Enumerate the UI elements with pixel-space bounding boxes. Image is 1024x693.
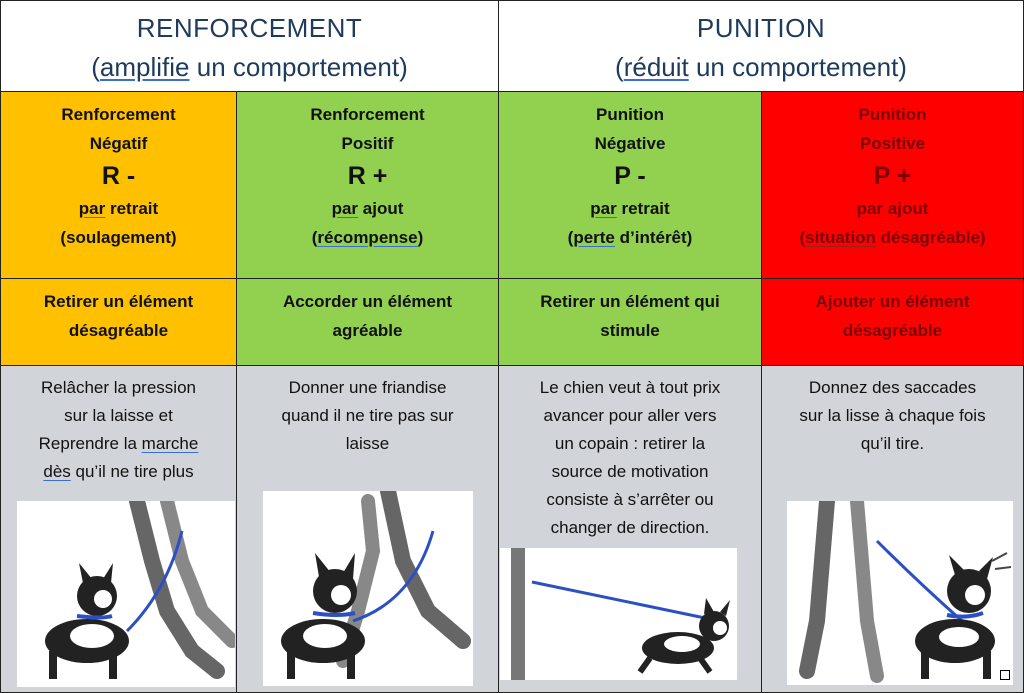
action-cell: Retirer un élément désagréable: [0, 278, 237, 366]
example-cell: Donnez des saccades sur la lisse à chaque fois qu’il tire.: [761, 365, 1024, 693]
type-cell-negative-punishment: Punition Négative P - par retrait (perte d’intérêt): [498, 91, 762, 279]
example-cell: Le chien veut à tout prix avancer pour aller vers un copain : retirer la source de motivation consiste à s’arrêter ou changer de direction.: [498, 365, 762, 693]
action-cell: Ajouter un élément désagréable: [761, 278, 1024, 366]
type-cell-positive-punishment: Punition Positive P + par ajout (situation désagréable): [761, 91, 1024, 279]
action-cell: Accorder un élément agréable: [236, 278, 499, 366]
resize-handle[interactable]: [1000, 670, 1010, 680]
code-label: P +: [873, 162, 912, 190]
header-punishment: [498, 0, 1024, 92]
type-cell-negative-reinforcement: Renforcement Négatif R - par retrait (soulagement): [0, 91, 237, 279]
dog-pulling-icon: [500, 548, 737, 680]
header-subtitle: (réduit un comportement): [615, 52, 907, 82]
example-cell: Relâcher la pression sur la laisse et Reprendre la marche dès qu’il ne tire plus: [0, 365, 237, 693]
header-subtitle: (amplifie un comportement): [91, 52, 408, 82]
code-label: R -: [101, 162, 136, 190]
example-cell: Donner une friandise quand il ne tire pas sur laisse: [236, 365, 499, 693]
dog-walking-icon: [263, 491, 473, 686]
type-cell-positive-reinforcement: Renforcement Positif R + par ajout (récompense): [236, 91, 499, 279]
dog-leash-relaxed-icon: [17, 501, 235, 687]
dog-leash-jerk-icon: [787, 501, 1013, 685]
code-label: R +: [347, 162, 388, 190]
code-label: P -: [614, 162, 646, 190]
action-cell: Retirer un élément qui stimule: [498, 278, 762, 366]
header-title: RENFORCEMENT: [136, 13, 363, 43]
header-title: PUNITION: [696, 13, 826, 43]
header-reinforcement: [0, 0, 499, 92]
